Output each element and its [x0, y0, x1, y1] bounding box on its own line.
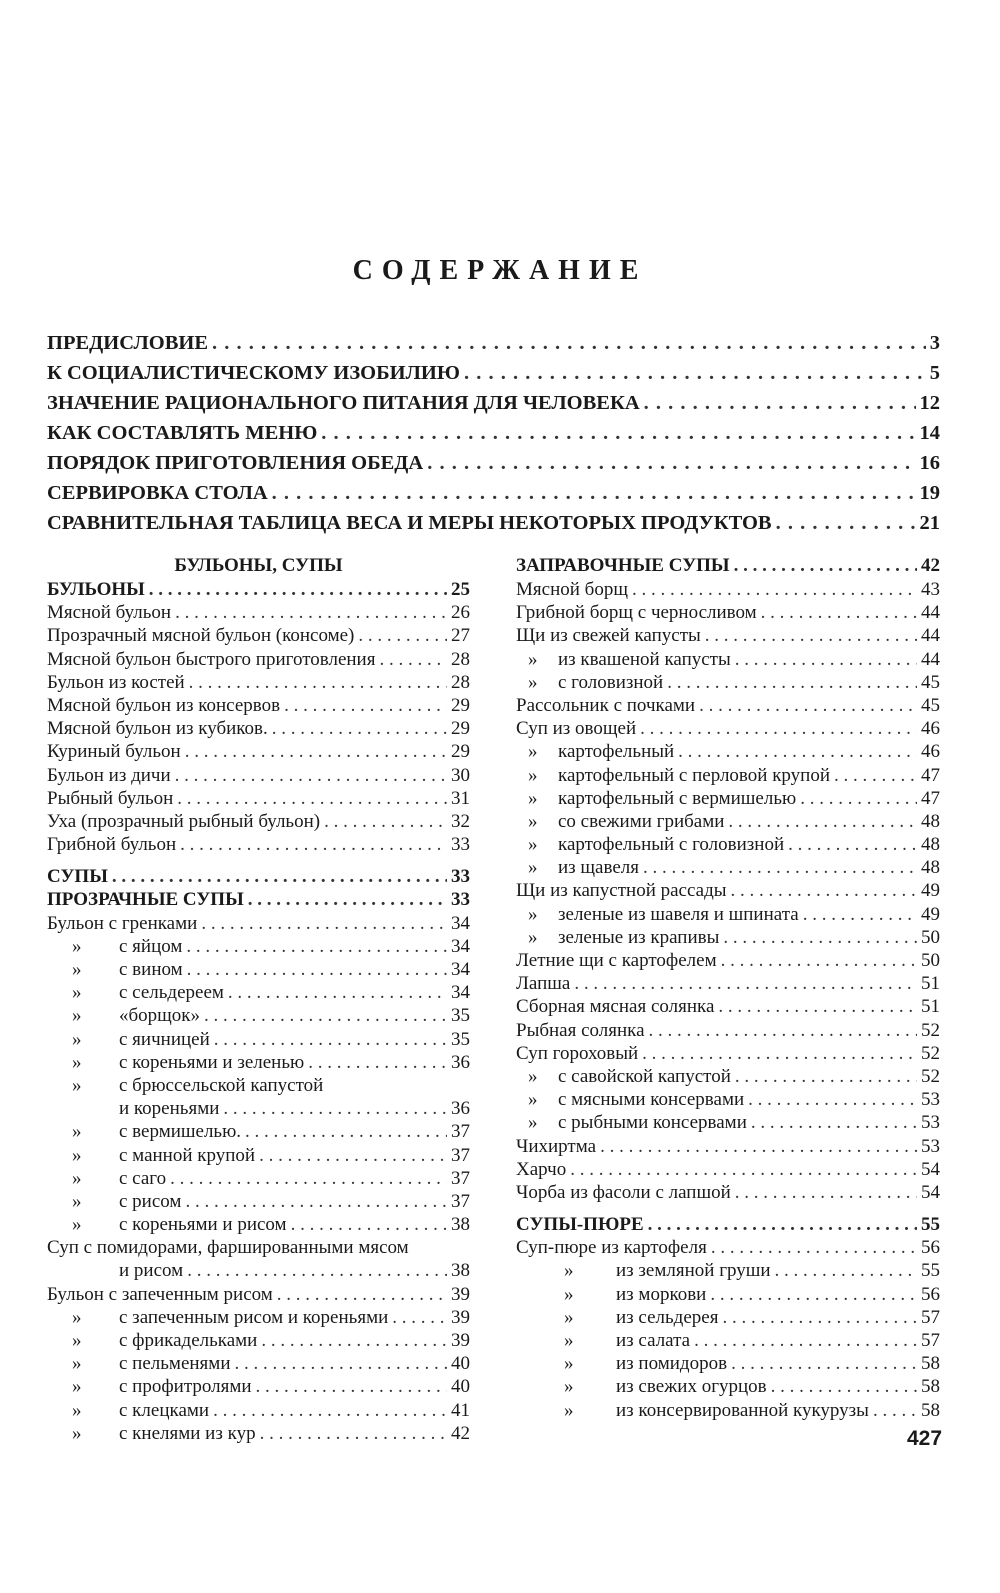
toc-entry[interactable]: » с сельдереем . . . 34: [47, 982, 470, 1005]
toc-entry[interactable]: Мясной борщ . . . 43: [516, 579, 940, 602]
toc-entry[interactable]: » с вермишелью. . . . 37: [47, 1121, 470, 1144]
toc-entry[interactable]: » с савойской капустой . . . 52: [516, 1066, 940, 1089]
toc-entry[interactable]: » с яйцом . . . 34: [47, 936, 470, 959]
ditto-mark: »: [72, 1144, 82, 1166]
toc-entry[interactable]: » с профитролями . . . 40: [47, 1376, 470, 1399]
toc-entry[interactable]: Грибной борщ с черносливом . . . 44: [516, 602, 940, 625]
ditto-mark: »: [528, 1112, 538, 1134]
toc-entry[interactable]: » «борщок» . . . 35: [47, 1005, 470, 1028]
toc-entry[interactable]: Бульон с гренками . . . 34: [47, 913, 470, 936]
toc-entry[interactable]: БУЛЬОНЫ . . . 25: [47, 579, 470, 602]
ditto-mark: »: [72, 1422, 82, 1444]
toc-entry[interactable]: » из земляной груши . . . 55: [516, 1260, 940, 1283]
toc-entry[interactable]: Мясной бульон из консервов . . . 29: [47, 695, 470, 718]
toc-entry[interactable]: » из свежих огурцов . . . 58: [516, 1376, 940, 1399]
toc-entry[interactable]: Уха (прозрачный рыбный бульон) . . . 32: [47, 811, 470, 834]
toc-entry[interactable]: » с запеченным рисом и кореньями . . . 39: [47, 1307, 470, 1330]
toc-entry[interactable]: » с кореньями и рисом . . . 38: [47, 1214, 470, 1237]
ditto-mark: »: [72, 1399, 82, 1421]
toc-entry[interactable]: Прозрачный мясной бульон (консоме) . . . 27: [47, 625, 470, 648]
ditto-mark: »: [528, 810, 538, 832]
toc-entry[interactable]: » из щавеля . . . 48: [516, 857, 940, 880]
ditto-mark: »: [72, 935, 82, 957]
ditto-mark: »: [72, 1306, 82, 1328]
toc-entry[interactable]: Харчо . . . 54: [516, 1159, 940, 1182]
toc-entry[interactable]: » с кореньями и зеленью . . . 36: [47, 1052, 470, 1075]
ditto-mark: »: [72, 1074, 82, 1096]
toc-entry[interactable]: » с рисом . . . 37: [47, 1191, 470, 1214]
toc-entry[interactable]: Рыбная солянка . . . 52: [516, 1020, 940, 1043]
ditto-mark: »: [72, 982, 82, 1004]
toc-entry[interactable]: Бульон из костей . . . 28: [47, 672, 470, 695]
toc-entry[interactable]: » с фрикадельками . . . 39: [47, 1330, 470, 1353]
ditto-mark: »: [72, 1353, 82, 1375]
toc-entry[interactable]: ПОРЯДОК ПРИГОТОВЛЕНИЯ ОБЕДА . . . 16: [47, 452, 940, 482]
ditto-mark: »: [564, 1376, 574, 1398]
toc-entry[interactable]: » с мясными консервами . . . 53: [516, 1089, 940, 1112]
left-column: [47, 555, 470, 1446]
toc-entry[interactable]: Мясной бульон . . . 26: [47, 602, 470, 625]
section-heading: БУЛЬОНЫ, СУПЫ: [174, 555, 343, 576]
toc-entry[interactable]: Чихиртма . . . 53: [516, 1136, 940, 1159]
toc-entry[interactable]: Мясной бульон из кубиков. . . . 29: [47, 718, 470, 741]
toc-entry[interactable]: КАК СОСТАВЛЯТЬ МЕНЮ . . . 14: [47, 422, 940, 452]
toc-entry[interactable]: » из моркови . . . 56: [516, 1284, 940, 1307]
toc-entry[interactable]: » картофельный с перловой крупой . . . 47: [516, 765, 940, 788]
toc-entry[interactable]: » зеленые из крапивы . . . 50: [516, 927, 940, 950]
ditto-mark: »: [72, 1167, 82, 1189]
ditto-mark: »: [528, 671, 538, 693]
toc-entry[interactable]: » из консервированной кукурузы . . . 58: [516, 1400, 940, 1423]
toc-entry[interactable]: Щи из свежей капусты . . . 44: [516, 625, 940, 648]
ditto-mark: »: [528, 1089, 538, 1111]
ditto-mark: »: [72, 1214, 82, 1236]
toc-entry[interactable]: » зеленые из шавеля и шпината . . . 49: [516, 904, 940, 927]
toc-entry[interactable]: Бульон из дичи . . . 30: [47, 765, 470, 788]
toc-entry[interactable]: Рыбный бульон . . . 31: [47, 788, 470, 811]
page-number: 427: [907, 1427, 943, 1450]
toc-entry[interactable]: Бульон с запеченным рисом . . . 39: [47, 1284, 470, 1307]
toc-entry[interactable]: СУПЫ . . . 33: [47, 866, 470, 889]
ditto-mark: »: [564, 1283, 574, 1305]
toc-entry[interactable]: СУПЫ-ПЮРЕ . . . 55: [516, 1214, 940, 1237]
toc-entry[interactable]: » с пельменями . . . 40: [47, 1353, 470, 1376]
toc-entry[interactable]: » из сельдерея . . . 57: [516, 1307, 940, 1330]
toc-entry[interactable]: Рассольник с почками . . . 45: [516, 695, 940, 718]
ditto-mark: »: [528, 741, 538, 763]
ditto-mark: »: [72, 1121, 82, 1143]
toc-entry[interactable]: Летние щи с картофелем . . . 50: [516, 950, 940, 973]
ditto-mark: »: [528, 787, 538, 809]
toc-entry-continuation[interactable]: и кореньями . . . 36: [47, 1098, 470, 1121]
toc-entry[interactable]: » картофельный с вермишелью . . . 47: [516, 788, 940, 811]
toc-entry[interactable]: Мясной бульон быстрого приготовления . . . 28: [47, 649, 470, 672]
ditto-mark: »: [72, 1190, 82, 1212]
ditto-mark: »: [528, 1065, 538, 1087]
toc-entry[interactable]: ПРОЗРАЧНЫЕ СУПЫ . . . 33: [47, 889, 470, 912]
toc-entry[interactable]: » из помидоров . . . 58: [516, 1353, 940, 1376]
ditto-mark: »: [528, 857, 538, 879]
ditto-mark: »: [528, 834, 538, 856]
toc-entry[interactable]: К СОЦИАЛИСТИЧЕСКОМУ ИЗОБИЛИЮ . . . 5: [47, 362, 940, 392]
toc-entry[interactable]: Суп гороховый . . . 52: [516, 1043, 940, 1066]
ditto-mark: »: [528, 926, 538, 948]
toc-entry[interactable]: » с брюссельской капустой: [72, 1074, 324, 1096]
toc-entry[interactable]: » с манной крупой . . . 37: [47, 1145, 470, 1168]
toc-entry[interactable]: Куриный бульон . . . 29: [47, 741, 470, 764]
toc-entry[interactable]: Суп с помидорами, фаршированными мясом: [47, 1237, 409, 1259]
toc-entry[interactable]: Суп-пюре из картофеля . . . 56: [516, 1237, 940, 1260]
toc-entry[interactable]: ЗАПРАВОЧНЫЕ СУПЫ . . . 42: [516, 555, 940, 579]
toc-entry[interactable]: » с яичницей . . . 35: [47, 1029, 470, 1052]
ditto-mark: »: [72, 1051, 82, 1073]
ditto-mark: »: [72, 1376, 82, 1398]
toc-entry[interactable]: » с саго . . . 37: [47, 1168, 470, 1191]
toc-entry[interactable]: Лапша . . . 51: [516, 973, 940, 996]
ditto-mark: »: [72, 1028, 82, 1050]
ditto-mark: »: [528, 903, 538, 925]
toc-entry[interactable]: » картофельный . . . 46: [516, 741, 940, 764]
right-column: [516, 555, 940, 1423]
toc-entry[interactable]: » картофельный с головизной . . . 48: [516, 834, 940, 857]
toc-entry[interactable]: Сборная мясная солянка . . . 51: [516, 996, 940, 1019]
toc-entry[interactable]: » с вином . . . 34: [47, 959, 470, 982]
toc-entry[interactable]: » с кнелями из кур . . . 42: [47, 1423, 470, 1446]
toc-entry[interactable]: » с головизной . . . 45: [516, 672, 940, 695]
toc-entry[interactable]: Чорба из фасоли с лапшой . . . 54: [516, 1182, 940, 1205]
toc-entry-continuation[interactable]: и рисом . . . 38: [47, 1260, 470, 1283]
toc-entry[interactable]: » с клецками . . . 41: [47, 1400, 470, 1423]
ditto-mark: »: [564, 1306, 574, 1328]
toc-entry[interactable]: СЕРВИРОВКА СТОЛА . . . 19: [47, 482, 940, 512]
ditto-mark: »: [564, 1260, 574, 1282]
toc-entry[interactable]: ЗНАЧЕНИЕ РАЦИОНАЛЬНОГО ПИТАНИЯ ДЛЯ ЧЕЛОВЕКА . . . 12: [47, 392, 940, 422]
page-title: СОДЕРЖАНИЕ: [352, 255, 648, 286]
ditto-mark: »: [528, 648, 538, 670]
toc-entry[interactable]: » из салата . . . 57: [516, 1330, 940, 1353]
ditto-mark: »: [528, 764, 538, 786]
toc-entry[interactable]: Грибной бульон . . . 33: [47, 834, 470, 857]
toc-entry[interactable]: » со свежими грибами . . . 48: [516, 811, 940, 834]
toc-entry[interactable]: СРАВНИТЕЛЬНАЯ ТАБЛИЦА ВЕСА И МЕРЫ НЕКОТОРЫХ ПРОДУКТОВ . . . 21: [47, 512, 940, 542]
toc-entry[interactable]: ПРЕДИСЛОВИЕ . . . 3: [47, 332, 940, 362]
toc-entry[interactable]: Суп из овощей . . . 46: [516, 718, 940, 741]
ditto-mark: »: [72, 1330, 82, 1351]
ditto-mark: »: [72, 1005, 82, 1027]
toc-entry[interactable]: Щи из капустной рассады . . . 49: [516, 880, 940, 903]
main-contents: [47, 332, 940, 542]
ditto-mark: »: [564, 1353, 574, 1375]
toc-entry[interactable]: » из квашеной капусты . . . 44: [516, 649, 940, 672]
ditto-mark: »: [564, 1399, 574, 1421]
toc-entry[interactable]: » с рыбными консервами . . . 53: [516, 1112, 940, 1135]
ditto-mark: »: [72, 959, 82, 980]
ditto-mark: »: [564, 1330, 574, 1351]
